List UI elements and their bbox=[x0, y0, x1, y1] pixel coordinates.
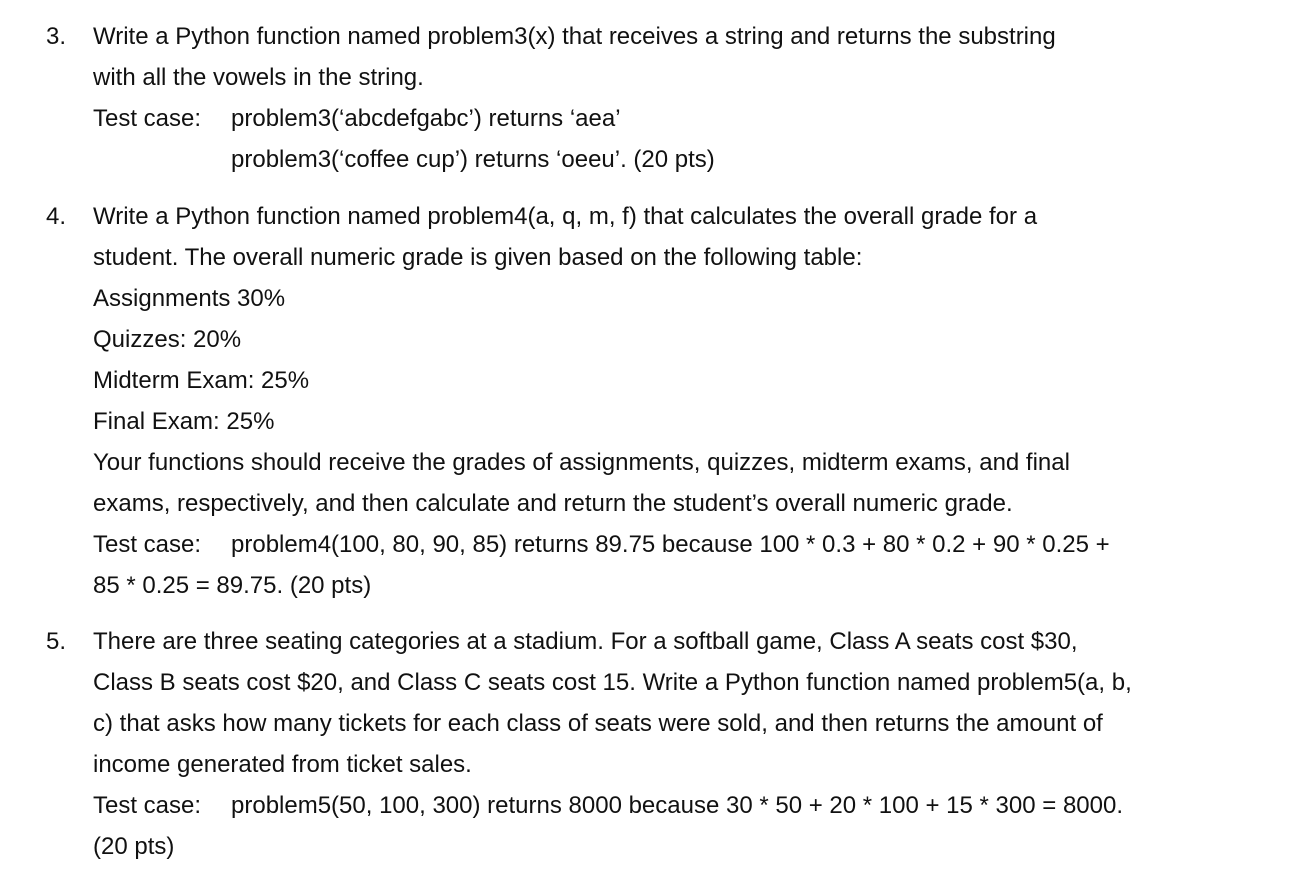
grade-weight-final: Final Exam: 25% bbox=[93, 408, 275, 435]
problem-number: 3. bbox=[46, 23, 67, 50]
test-case-text: problem5(50, 100, 300) returns 8000 because 30 * 50 + 20 * 100 + 15 * 300 = 8000. bbox=[231, 792, 1123, 819]
problem-text-line: c) that asks how many tickets for each class of seats were sold, and then returns the amount of bbox=[93, 710, 1103, 737]
test-case-text: problem3(‘abcdefgabc’) returns ‘aea’ bbox=[231, 105, 621, 132]
test-case-label: Test case: bbox=[93, 105, 202, 132]
problem-text-line: income generated from ticket sales. bbox=[93, 751, 472, 778]
problem-text-line: Class B seats cost $20, and Class C seats cost 15. Write a Python function named problem5(a, b, bbox=[93, 669, 1132, 696]
problem-text-line: with all the vowels in the string. bbox=[93, 64, 424, 91]
test-case-text: problem4(100, 80, 90, 85) returns 89.75 because 100 * 0.3 + 80 * 0.2 + 90 * 0.25 + bbox=[231, 531, 1110, 558]
test-case-line bbox=[93, 785, 1123, 826]
test-case-label: Test case: bbox=[93, 531, 202, 558]
test-case-text: 85 * 0.25 = 89.75. (20 pts) bbox=[93, 572, 372, 599]
problem-text-line: Write a Python function named problem3(x) that receives a string and returns the substring bbox=[93, 23, 1056, 50]
problem-text-line: student. The overall numeric grade is given based on the following table: bbox=[93, 244, 863, 271]
grade-weight-midterm: Midterm Exam: 25% bbox=[93, 367, 310, 394]
problem-number: 5. bbox=[46, 628, 67, 655]
problem-text-line: Your functions should receive the grades of assignments, quizzes, midterm exams, and final bbox=[93, 449, 1070, 476]
test-case-text: (20 pts) bbox=[93, 833, 175, 860]
test-case-line bbox=[93, 524, 1110, 565]
problem-text-line: exams, respectively, and then calculate and return the student’s overall numeric grade. bbox=[93, 490, 1013, 517]
test-case-label: Test case: bbox=[93, 792, 202, 819]
problem-text-line: Write a Python function named problem4(a, q, m, f) that calculates the overall grade for a bbox=[93, 203, 1038, 230]
grade-weight-assignments: Assignments 30% bbox=[93, 285, 286, 312]
test-case-line bbox=[93, 98, 621, 139]
problem-number: 4. bbox=[46, 203, 67, 230]
test-case-text: problem3(‘coffee cup’) returns ‘oeeu’. (20 pts) bbox=[231, 146, 715, 173]
grade-weight-quizzes: Quizzes: 20% bbox=[93, 326, 242, 353]
problem-text-line: There are three seating categories at a stadium. For a softball game, Class A seats cost $30, bbox=[93, 628, 1078, 655]
